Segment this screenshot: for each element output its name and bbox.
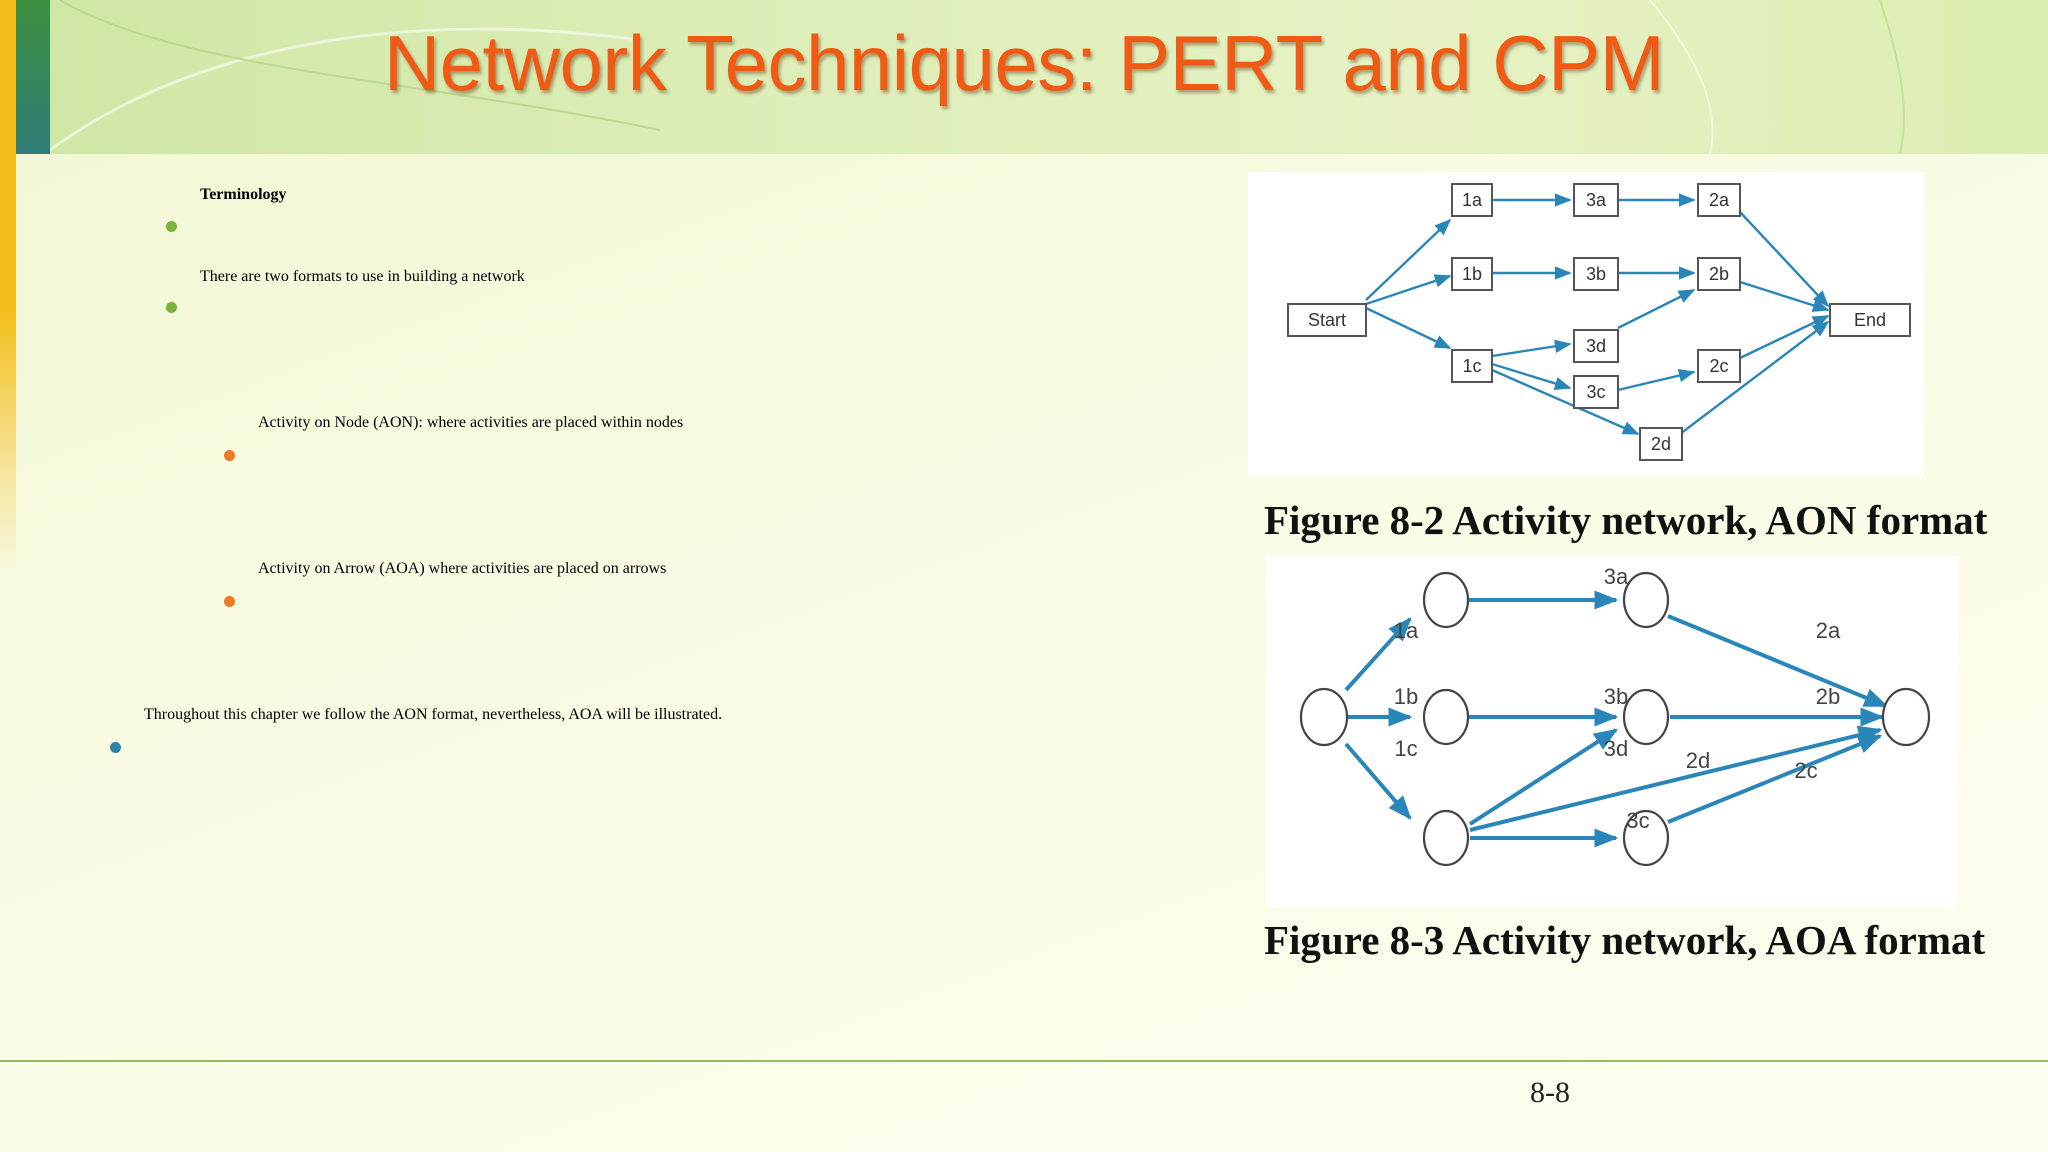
aoa-label-2a: 2a	[1815, 618, 1841, 643]
aon-node-label: 3d	[1585, 336, 1607, 356]
aoa-label-2c: 2c	[1794, 758, 1818, 783]
aoa-node	[1624, 573, 1668, 627]
bullet-dot	[224, 596, 235, 607]
aon-node-label: 3b	[1585, 264, 1607, 284]
aon-network-diagram	[1248, 172, 1924, 476]
aoa-node	[1624, 690, 1668, 744]
aon-node-label: 2a	[1708, 190, 1730, 210]
aoa-label-3d: 3d	[1603, 736, 1629, 761]
aoa-node	[1424, 573, 1468, 627]
aon-node-2d	[1640, 428, 1682, 460]
caption-figure-8-3: Figure 8-3 Activity network, AOA format	[1264, 917, 1986, 963]
aon-node-3b	[1574, 258, 1618, 290]
bullet-aon: Activity on Node (AON): where activities are placed within nodes	[258, 414, 684, 431]
aoa-node	[1424, 690, 1468, 744]
aon-node-label: Start	[1307, 310, 1347, 330]
bullet-dot	[110, 742, 121, 753]
aoa-label-2d: 2d	[1685, 748, 1711, 773]
aoa-label-3a: 3a	[1603, 564, 1629, 589]
aon-node-label: 3a	[1585, 190, 1607, 210]
accent-bar-fade	[0, 310, 16, 570]
aon-node-label: 1a	[1461, 190, 1483, 210]
bullet-terminology: Terminology	[200, 186, 287, 203]
bullet-two-formats: There are two formats to use in building a network	[200, 268, 525, 285]
aon-node-label: 2b	[1708, 264, 1730, 284]
aon-node-1c	[1452, 350, 1492, 382]
figure-aon	[1248, 172, 1924, 476]
bullet-aoa: Activity on Arrow (AOA) where activities are placed on arrows	[258, 560, 667, 577]
aoa-node	[1424, 811, 1468, 865]
caption-figure-8-2: Figure 8-2 Activity network, AON format	[1264, 497, 1988, 543]
bullet-throughout: Throughout this chapter we follow the AON format, nevertheless, AOA will be illustrated.	[144, 706, 723, 723]
slide-title: Network Techniques: PERT and CPM	[383, 19, 1665, 107]
aon-node-label: 3c	[1586, 382, 1606, 402]
aon-node-2a	[1698, 184, 1740, 216]
aoa-label-2b: 2b	[1815, 684, 1841, 709]
aoa-label-3c: 3c	[1626, 808, 1650, 833]
bullet-dot	[166, 221, 177, 232]
figure-aoa	[1266, 556, 1958, 908]
aoa-label-3b: 3b	[1603, 684, 1629, 709]
aoa-label-1b: 1b	[1393, 684, 1419, 709]
aon-node-label: 2c	[1709, 356, 1729, 376]
aon-node-start	[1288, 304, 1366, 336]
aon-node-end	[1830, 304, 1910, 336]
aon-node-1a	[1452, 184, 1492, 216]
bullet-dot	[166, 302, 177, 313]
page-number: 8-8	[1530, 1076, 1570, 1109]
aon-node-label: 1b	[1461, 264, 1483, 284]
aon-node-3c	[1574, 376, 1618, 408]
aoa-node	[1301, 689, 1347, 745]
aon-node-1b	[1452, 258, 1492, 290]
aoa-label-1a: 1a	[1393, 618, 1419, 643]
bullet-dot	[224, 450, 235, 461]
aoa-network-diagram	[1266, 556, 1958, 908]
aoa-label-1c: 1c	[1394, 736, 1418, 761]
aon-node-label: End	[1853, 310, 1887, 330]
aoa-node	[1883, 689, 1929, 745]
aon-node-3a	[1574, 184, 1618, 216]
aon-node-label: 2d	[1650, 434, 1672, 454]
aon-node-label: 1c	[1462, 356, 1482, 376]
footer-divider	[0, 1060, 2048, 1062]
aon-node-2b	[1698, 258, 1740, 290]
aon-node-2c	[1698, 350, 1740, 382]
aon-node-3d	[1574, 330, 1618, 362]
